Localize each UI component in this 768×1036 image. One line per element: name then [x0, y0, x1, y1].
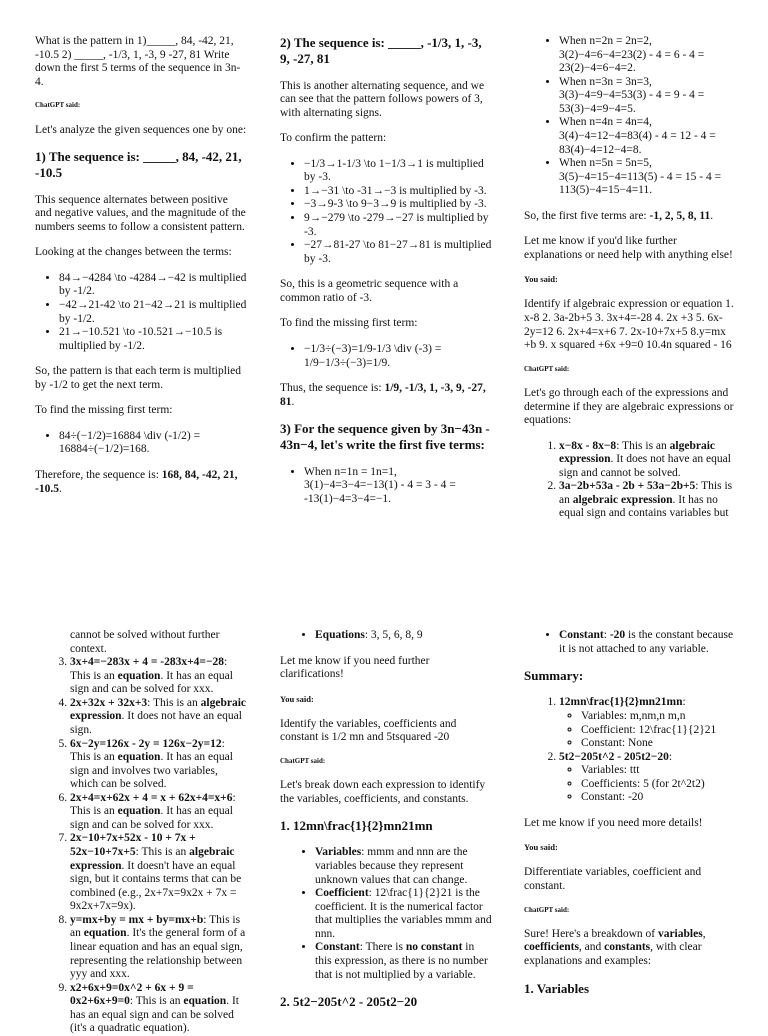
bullet-list — [280, 629, 492, 643]
column-3-top — [524, 35, 736, 550]
paragraph: Sure! Here's a breakdown of variables, coefficients, and constants, with clear explanations and examples: — [524, 927, 706, 967]
you-said-label: You said: — [524, 842, 558, 853]
sub-item: ◦ Constant: -20 — [581, 791, 736, 805]
paragraph: This sequence alternates between positive and negative values, and the magnitude of the numbers seems to follow a consistent pattern. — [35, 193, 246, 233]
list-item: • When n=4n = 4n=4, 3(4)−4=12−4=83(4) - 4 = 12 - 4 = 83(4)−4=12−4=8. — [559, 116, 736, 157]
column-1-bottom — [35, 629, 247, 1035]
chatgpt-label: ChatGPT said: — [35, 101, 81, 110]
chatgpt-label: ChatGPT said: — [524, 905, 570, 914]
you-said-label: You said: — [280, 693, 314, 704]
heading-variables: 1. Variables — [524, 980, 590, 996]
sub-item: ◦ Variables: m,nm,n m,n — [581, 710, 736, 724]
list-item: 3. 3x+4=−283x + 4 = -283x+4=−28: This is an equation. It has an equal sign and can be solved for xxx. — [70, 656, 247, 697]
list-item: • When n=2n = 2n=2, 3(2)−4=6−4=23(2) - 4 = 6 - 4 = 23(2)−4=6−4=2. — [559, 35, 736, 76]
column-3-bottom — [524, 629, 736, 1024]
heading-expression-2: 2. 5t2−205t^2 - 205t2−20 — [280, 994, 418, 1010]
list-item: • Equations: 3, 5, 6, 8, 9 — [315, 629, 492, 643]
paragraph: Let's go through each of the expressions and determine if they are algebraic expressions or equations: — [524, 386, 734, 427]
list-item: 5. 6x−2y=126x - 2y = 126x−2y=12: This is an equation. It has an equal sign and involves two variables, which can be solved. — [70, 738, 247, 792]
sub-list — [559, 764, 736, 805]
sub-item: ◦ Coefficient: 12\frac{1}{2}21 — [581, 724, 736, 738]
bullet-list — [280, 158, 492, 267]
paragraph: So, the pattern is that each term is multiplied by -1/2 to get the next term. — [35, 365, 241, 391]
bullet-list — [280, 466, 492, 507]
list-item: • Constant: There is no constant in this expression, as there is no number that is not multiplied by a variable. — [315, 941, 492, 982]
heading-sequence-3: 3) For the sequence given by 3n−43n - 43n−4, let's write the first five terms: — [280, 421, 490, 453]
list-item: 6. 2x+4=x+62x + 4 = x + 62x+4=x+6: This is an equation. It has an equal sign and can be solved for xxx. — [70, 792, 247, 833]
list-item: • When n=3n = 3n=3, 3(3)−4=9−4=53(3) - 4 = 9 - 4 = 53(3)−4=9−4=5. — [559, 76, 736, 117]
conclusion: Therefore, the sequence is: 168, 84, -42, 21, -10.5. — [35, 469, 238, 495]
list-item: 7. 2x−10+7x+52x - 10 + 7x + 52x−10+7x+5: This is an algebraic expression. It doesn't have an equal sign, but it contains terms that can be combined (e.g., 2x+7x=9x2x + 7x = 9x2x+7x=9x). — [70, 832, 247, 913]
list-item: 2. 3a−2b+53a - 2b + 53a−2b+5: This is an algebraic expression. It has no equal sign and contains variables but — [559, 480, 736, 521]
user-question: Identify if algebraic expression or equation 1. x-8 2. 3a-2b+5 3. 3x+4=-28 4. 2x +3 5. 6x-2y=12 6. 2x+4=x+6 7. 2x-10+7x+5 8.y=mx +b 9. x squared +6x +9=0 10.4n squared - 16 — [524, 298, 734, 352]
list-item: • Variables: mmm and nnn are the variables because they represent unknown values that can change. — [315, 846, 492, 887]
paragraph: Let's break down each expression to identify the variables, coefficients, and constants. — [280, 779, 486, 805]
list-item: • −27→81-27 \to 81−27→81 is multiplied by -3. — [304, 239, 492, 266]
numbered-list — [35, 656, 247, 1036]
sub-item: ◦ Constant: None — [581, 737, 736, 751]
paragraph: Looking at the changes between the terms: — [35, 246, 232, 259]
chatgpt-label: ChatGPT said: — [280, 756, 326, 765]
list-item: • −1/3→1-1/3 \to 1−1/3→1 is multiplied by -3. — [304, 158, 492, 185]
sub-item: ◦ Coefficients: 5 (for 2t^2t2) — [581, 778, 736, 792]
heading-expression-1: 1. 12mn\frac{1}{2}mn21mn — [280, 818, 433, 834]
paragraph: So, this is a geometric sequence with a common ratio of -3. — [280, 278, 459, 304]
you-said-label: You said: — [524, 274, 558, 285]
bullet-list — [35, 272, 247, 353]
user-question: Differentiate variables, coefficient and constant. — [524, 866, 702, 893]
chatgpt-label: ChatGPT said: — [524, 364, 570, 373]
bullet-list — [280, 846, 492, 982]
paragraph: This is another alternating sequence, and we can see that the pattern follows powers of 3, with alternating signs. — [280, 79, 485, 119]
list-item: • 9→−279 \to -279→−27 is multiplied by -3. — [304, 212, 492, 239]
list-item: • 84÷(−1/2)=16884 \div (-1/2) = 16884÷(−1/2)=168. — [59, 430, 247, 457]
heading-sequence-1: 1) The sequence is: _____, 84, -42, 21, -10.5 — [35, 149, 242, 181]
answer-lead: Let's analyze the given sequences one by one: — [35, 123, 247, 136]
sub-item: ◦ Variables: ttt — [581, 764, 736, 778]
bullet-list — [524, 629, 736, 656]
user-question: Identify the variables, coefficients and constant is 1/2 mn and 5tsquared -20 — [280, 717, 457, 744]
paragraph: Let me know if you'd like further explanations or need help with anything else! — [524, 235, 733, 261]
list-item: • When n=1n = 1n=1, 3(1)−4=3−4=−13(1) - 4 = 3 - 4 = -13(1)−4=3−4=−1. — [304, 466, 492, 507]
list-item: • Coefficient: 12\frac{1}{2}21 is the coefficient. It is the numerical factor that multiplies the variables mmm and nnn. — [315, 887, 492, 941]
user-question: What is the pattern in 1)_____, 84, -42, 21, -10.5 2) _____, -1/3, 1, -3, 9 -27, 81 Write down the first 5 terms of the sequence in 3n-4. — [35, 35, 241, 88]
list-item: • −42→21-42 \to 21−42→21 is multiplied by -1/2. — [59, 299, 247, 326]
conclusion: So, the first five terms are: -1, 2, 5, 8, 11. — [524, 209, 714, 222]
continued-text: cannot be solved without further context. — [70, 629, 220, 655]
list-item: • Constant: -20 is the constant because it is not attached to any variable. — [559, 629, 736, 656]
paragraph: Let me know if you need further clarifications! — [280, 654, 430, 681]
paragraph: Let me know if you need more details! — [524, 816, 703, 829]
bullet-list — [280, 343, 492, 370]
bullet-list — [524, 35, 736, 198]
paragraph: To find the missing first term: — [280, 317, 418, 330]
list-item: • 84→−4284 \to -4284→−42 is multiplied by -1/2. — [59, 272, 247, 299]
list-item: • When n=5n = 5n=5, 3(5)−4=15−4=113(5) - 4 = 15 - 4 = 113(5)−4=15−4=11. — [559, 157, 736, 198]
list-item: 4. 2x+32x + 32x+3: This is an algebraic expression. It does not have an equal sign. — [70, 697, 247, 738]
sub-list — [559, 710, 736, 751]
summary-heading: Summary: — [524, 668, 584, 684]
bullet-list — [35, 430, 247, 457]
list-item: 2. 5t2−205t^2 - 205t2−20: ◦ Variables: ttt ◦ Coefficients: 5 (for 2t^2t2) ◦ Constant: -20 — [559, 751, 736, 805]
list-item: • 21→−10.521 \to -10.521→−10.5 is multiplied by -1/2. — [59, 326, 247, 353]
numbered-list — [524, 440, 736, 521]
column-1-top — [35, 35, 247, 580]
list-item: 1. 12mn\frac{1}{2}mn21mn: ◦ Variables: m,nm,n m,n ◦ Coefficient: 12\frac{1}{2}21 ◦ Constant: None — [559, 696, 736, 750]
conclusion: Thus, the sequence is: 1/9, -1/3, 1, -3, 9, -27, 81. — [280, 382, 486, 408]
paragraph: To find the missing first term: — [35, 404, 173, 417]
column-2-bottom — [280, 629, 492, 1024]
summary-list — [524, 696, 736, 805]
column-2-top — [280, 35, 492, 580]
list-item: 9. x2+6x+9=0x^2 + 6x + 9 = 0x2+6x+9=0: This is an equation. It has an equal sign and can be solved (it's a quadratic equation). — [70, 982, 247, 1036]
heading-sequence-2: 2) The sequence is: _____, -1/3, 1, -3, 9, -27, 81 — [280, 35, 482, 67]
list-item: 8. y=mx+by = mx + by=mx+b: This is an equation. It's the general form of a linear equation and has an equal sign, representing the relationship between yyy and xxx. — [70, 914, 247, 982]
list-item: • 1→−31 \to -31→−3 is multiplied by -3. — [304, 185, 492, 199]
list-item: 1. x−8x - 8x−8: This is an algebraic expression. It does not have an equal sign and cannot be solved. — [559, 440, 736, 481]
paragraph: To confirm the pattern: — [280, 132, 387, 145]
list-item: • −3→9-3 \to 9−3→9 is multiplied by -3. — [304, 198, 492, 212]
list-item: • −1/3÷(−3)=1/9-1/3 \div (-3) = 1/9−1/3÷(−3)=1/9. — [304, 343, 492, 370]
